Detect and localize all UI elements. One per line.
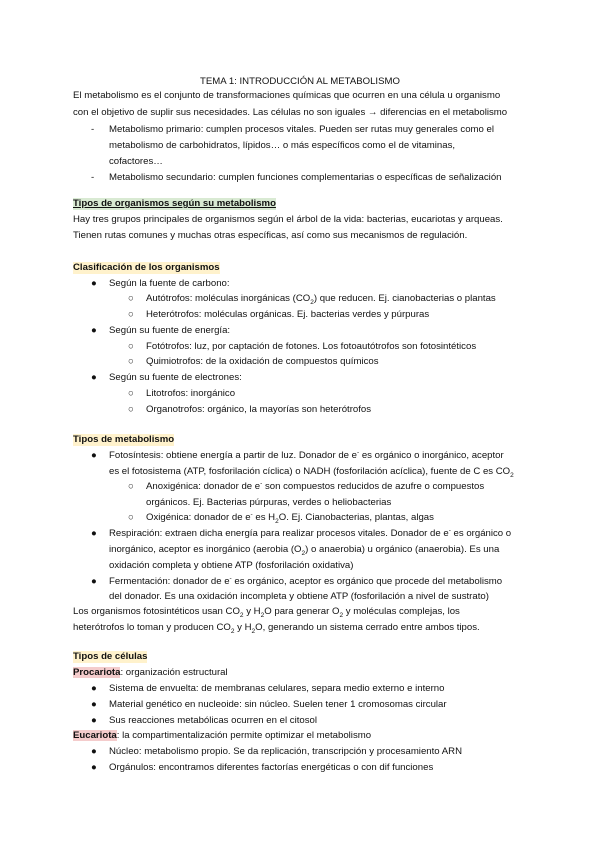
list-item: Orgánulos: encontramos diferentes factorías energéticas o con dif funciones	[109, 762, 434, 773]
page-title: TEMA 1: INTRODUCCIÓN AL METABOLISMO	[200, 76, 400, 87]
list-item: Sus reacciones metabólicas ocurren en el citosol	[109, 715, 317, 726]
section-heading: Tipos de organismos según su metabolismo	[73, 198, 276, 209]
list-item: es el fotosistema (ATP, fosforilación cíclica) o NADH (fosforilación acíclica), fuente de C es $CO_2$	[109, 466, 514, 479]
section-heading: Tipos de metabolismo	[73, 434, 175, 445]
bullet-dot: ●	[91, 325, 97, 336]
dash-bullet: -	[91, 124, 95, 135]
list-item: Organotrofos: orgánico, la mayorías son heterótrofos	[146, 404, 372, 415]
eucariota-label: Eucariota	[73, 730, 117, 741]
list-item: oxidación completa y obtiene ATP (fosforilación oxidativa)	[109, 560, 354, 571]
bullet-circle: ○	[128, 388, 134, 399]
paragraph-line: Los organismos fotosintéticos usan $CO_2$ y $H_2O$ para generar $O_2$ y moléculas complejas, los	[73, 606, 460, 619]
bullet-circle: ○	[128, 481, 134, 492]
list-item: Núcleo: metabolismo propio. Se da replicación, transcripción y procesamiento ARN	[109, 746, 463, 757]
list-item: Litotrofos: inorgánico	[146, 388, 236, 399]
bullet-circle: ○	[128, 512, 134, 523]
list-item: Sistema de envuelta: de membranas celulares, separa medio externo e interno	[109, 683, 445, 694]
list-item: del donador. Es una oxidación incompleta y obtiene ATP (fosforilación a nivel de sustrato)	[109, 591, 489, 602]
dash-bullet: -	[91, 172, 95, 183]
bullet-circle: ○	[128, 356, 134, 367]
list-item: Anoxigénica: donador de e- son compuestos reducidos de azufre o compuestos	[146, 479, 485, 492]
bullet-dot: ●	[91, 576, 97, 587]
list-item: Heterótrofos: moléculas orgánicas. Ej. bacterias verdes y púrpuras	[146, 309, 430, 320]
bullet-circle: ○	[128, 404, 134, 415]
list-item: Según su fuente de electrones:	[109, 372, 242, 383]
list-item: inorgánico, aceptor es inorgánico (aerobia $(O_2)$ o anaerobia) u orgánico (anaerobia). Es una	[109, 544, 500, 557]
list-item: Fermentación: donador de e- es orgánico, aceptor es orgánico que procede del metabolismo	[109, 574, 503, 587]
intro-line: El metabolismo es el conjunto de transformaciones químicas que ocurren en una célula u organismo	[73, 90, 501, 101]
list-item: cofactores…	[109, 156, 163, 167]
bullet-dot: ●	[91, 699, 97, 710]
list-item: Material genético en nucleoide: sin núcleo. Suelen tener 1 cromosomas circular	[109, 699, 447, 710]
bullet-dot: ●	[91, 372, 97, 383]
bullet-dot: ●	[91, 746, 97, 757]
section-heading: Clasificación de los organismos	[73, 262, 220, 273]
paragraph-line: Hay tres grupos principales de organismos según el árbol de la vida: bacterias, eucariotas y arqueas.	[73, 214, 503, 225]
paragraph-line: heterótrofos lo toman y producen $CO_2$ y $H_2O$, generando un sistema cerrado entre ambos tipos.	[73, 622, 480, 635]
list-item: Fotótrofos: luz, por captación de fotones. Los fotoautótrofos son fotosintéticos	[146, 341, 477, 352]
list-item: Quimiotrofos: de la oxidación de compuestos químicos	[146, 356, 379, 367]
list-item: Según su fuente de energía:	[109, 325, 231, 336]
paragraph-line: Tienen rutas comunes y muchas otras específicas, así como sus mecanismos de regulación.	[73, 230, 468, 241]
paragraph-line: Procariota: organización estructural	[73, 667, 228, 678]
bullet-dot: ●	[91, 528, 97, 539]
list-item: metabolismo de carbohidratos, lípidos… o más específicos como el de vitaminas,	[109, 140, 456, 151]
list-item: Metabolismo secundario: cumplen funciones complementarias o específicas de señalización	[109, 172, 502, 183]
list-item: Oxigénica: donador de e- es $H_2O$. Ej. Cianobacterias, plantas, algas	[146, 510, 434, 525]
list-item: Respiración: extraen dicha energía para realizar procesos vitales. Donador de e- es orgánico o	[109, 526, 512, 539]
bullet-circle: ○	[128, 309, 134, 320]
intro-line: con el objetivo de suplir sus necesidades. Las células no son iguales → diferencias en el metabolismo	[73, 107, 508, 118]
procariota-label: Procariota	[73, 667, 121, 678]
list-item: Según la fuente de carbono:	[109, 278, 230, 289]
bullet-dot: ●	[91, 450, 97, 461]
bullet-dot: ●	[91, 278, 97, 289]
list-item: orgánicos. Ej. Bacterias púrpuras, verdes o heliobacterias	[146, 497, 392, 508]
bullet-circle: ○	[128, 293, 134, 304]
bullet-circle: ○	[128, 341, 134, 352]
section-heading: Tipos de células	[73, 651, 148, 662]
list-item: Fotosíntesis: obtiene energía a partir de luz. Donador de e- es orgánico o inorgánico, aceptor	[109, 448, 504, 461]
bullet-dot: ●	[91, 715, 97, 726]
paragraph-line: Eucariota: la compartimentalización permite optimizar el metabolismo	[73, 730, 372, 741]
list-item: Metabolismo primario: cumplen procesos vitales. Pueden ser rutas muy generales como el	[109, 124, 494, 135]
bullet-dot: ●	[91, 762, 97, 773]
list-item: Autótrofos: moléculas inorgánicas $(CO_2)$ que reducen. Ej. cianobacterias o plantas	[146, 293, 496, 306]
bullet-dot: ●	[91, 683, 97, 694]
